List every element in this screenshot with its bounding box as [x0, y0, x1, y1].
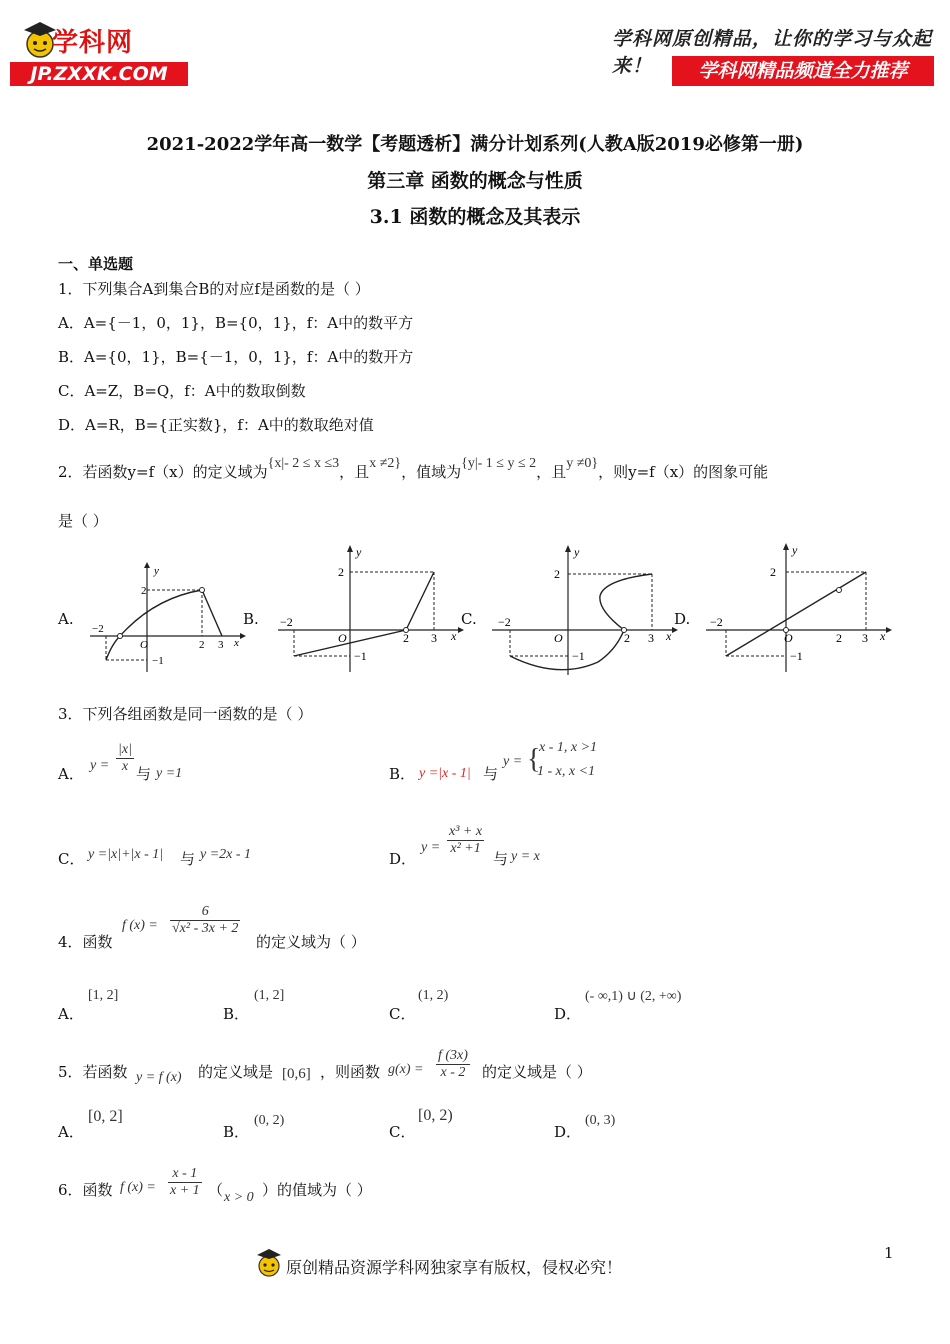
tick-neg1: −1 [152, 655, 164, 667]
q2-graph-b-label: B. [243, 610, 259, 628]
q1-option-b: B．A={0，1}，B={－1，0，1}，f：A中的数开方 [58, 348, 414, 366]
q6-num: x - 1 [168, 1166, 202, 1183]
q2-stem [58, 456, 769, 484]
q3-b-mid: 与 [483, 765, 499, 783]
axis-x: x [451, 629, 457, 643]
q6-text-1: 6．函数 [58, 1181, 113, 1199]
axis-y: y [154, 565, 159, 577]
q4-option-a-value: [1, 2] [88, 988, 119, 1003]
q2-text-1: 2．若函数y=f（x）的定义域为 [58, 463, 268, 481]
tick-neg2: −2 [280, 615, 293, 629]
q3-b-case1: x - 1, x >1 [539, 740, 598, 755]
q3-a-label: A． [58, 765, 84, 783]
q6-text-3: ）的值域为（ ） [262, 1181, 372, 1199]
axis-y: y [792, 543, 798, 557]
tick-x3: 3 [862, 631, 868, 645]
q5-text-3: ，则函数 [320, 1063, 381, 1081]
q3-a-fraction [116, 742, 134, 775]
q3-a-mid: 与 [136, 765, 152, 783]
q2-graph-c [488, 540, 678, 680]
q3-d-den: x² +1 [450, 841, 481, 856]
q2-text-3: ，值域为 [401, 463, 462, 481]
axis-x: x [234, 637, 239, 649]
q2-domain-exclude: x ≠2} [369, 456, 402, 471]
q1-option-d: D．A=R，B={正实数}，f：A中的数取绝对值 [58, 416, 374, 434]
q3-b-rhs: y = [503, 754, 523, 769]
q3-d-mid: 与 [493, 850, 509, 868]
q3-b-label: B． [389, 765, 416, 783]
page-number: 1 [884, 1244, 894, 1262]
tick-neg2: −2 [710, 615, 723, 629]
q2-graph-c-label: C. [461, 610, 477, 628]
q5-option-c-label: C． [389, 1123, 416, 1141]
q3-a-lhs: y = [90, 758, 110, 773]
q4-den: √x² - 3x + 2 [172, 921, 239, 936]
q5-option-a-value: [0, 2] [88, 1108, 123, 1125]
logo-url: JP.ZXXK.COM [10, 62, 188, 86]
q5-m3: g(x) = [388, 1062, 424, 1077]
q6-text-2: （ [208, 1181, 224, 1199]
q6-lhs: f (x) = [120, 1180, 156, 1195]
q3-d-num: x³ + x [449, 824, 483, 839]
tick-x3: 3 [431, 631, 437, 645]
q3-d-fraction [447, 824, 484, 857]
q3-c-rhs: y =2x - 1 [200, 847, 252, 862]
q5-option-a-label: A． [58, 1123, 84, 1141]
q3-a-rhs: y =1 [156, 766, 183, 781]
q3-b-lhs: y =|x - 1| [419, 766, 471, 781]
q4-text-2: 的定义域为（ ） [256, 933, 366, 951]
q1-option-c: C．A=Z，B=Q，f：A中的数取倒数 [58, 382, 306, 400]
q5-option-b-value: (0, 2) [254, 1113, 285, 1128]
q3-stem: 3．下列各组函数是同一函数的是（ ） [58, 705, 313, 723]
q3-b-case2: 1 - x, x <1 [537, 764, 596, 779]
tick-x2: 2 [624, 631, 630, 645]
q5-stem [58, 1046, 698, 1092]
tick-o: O [784, 631, 793, 645]
q4-option-a-label: A． [58, 1005, 84, 1023]
q3-c-mid: 与 [180, 850, 196, 868]
q5-option-b-label: B． [223, 1123, 250, 1141]
q3-d-lhs: y = [421, 840, 441, 855]
tick-2: 2 [770, 565, 776, 579]
tick-neg1: −1 [790, 649, 803, 663]
q4-option-b-value: (1, 2] [254, 988, 285, 1003]
q4-stem [58, 904, 418, 954]
q5-text-1: 5．若函数 [58, 1063, 128, 1081]
q4-option-b-label: B． [223, 1005, 250, 1023]
section-title: 3.1 函数的概念及其表示 [369, 206, 581, 228]
q2-graph-a [84, 560, 246, 675]
q6-den: x + 1 [170, 1183, 200, 1198]
tick-x2: 2 [403, 631, 409, 645]
section-heading: 一、单选题 [58, 255, 134, 273]
q3-a-den: x [121, 759, 129, 774]
q5-fraction [436, 1048, 470, 1081]
q3-d-rhs: y = x [511, 849, 540, 864]
q2-graph-d-label: D. [674, 610, 691, 628]
logo-text: 学科网 [52, 28, 134, 58]
q5-option-d-label: D． [554, 1123, 582, 1141]
q4-option-c-label: C． [389, 1005, 416, 1023]
q3-c-lhs: y =|x|+|x - 1| [88, 847, 164, 862]
chapter-title: 第三章 函数的概念与性质 [367, 170, 583, 192]
q6-fraction [168, 1166, 202, 1199]
q4-text-1: 4．函数 [58, 933, 113, 951]
tick-o: O [338, 631, 347, 645]
q2-stem-end: 是（ ） [58, 512, 108, 530]
axis-y: y [356, 545, 362, 559]
tick-2: 2 [338, 565, 344, 579]
q3-c-label: C． [58, 850, 85, 868]
tick-x2: 2 [836, 631, 842, 645]
q5-den: x - 2 [440, 1065, 466, 1080]
tick-2: 2 [554, 567, 560, 581]
tick-neg1: −1 [572, 649, 585, 663]
header-banner: 学科网精品频道全力推荐 [672, 56, 934, 86]
q4-option-c-value: (1, 2) [418, 988, 449, 1003]
q3-b-brace: { [527, 744, 541, 775]
q3-option-a [58, 740, 183, 790]
q2-range-math: {y|- 1 ≤ y ≤ 2 [461, 456, 537, 471]
tick-2: 2 [141, 585, 147, 597]
q3-d-label: D． [389, 850, 417, 868]
tick-o: O [140, 639, 148, 651]
q5-text-4: 的定义域是（ ） [482, 1063, 592, 1081]
tick-x3: 3 [218, 639, 224, 651]
header-slogan: 学科网原创精品，让你的学习与众起来！ [612, 28, 933, 77]
footer-mascot-icon [254, 1246, 284, 1282]
q5-text-2: 的定义域是 [198, 1063, 274, 1081]
q2-text-4: ，且 [536, 463, 567, 481]
q5-option-d-value: (0, 3) [585, 1113, 616, 1128]
q1-stem: 1．下列集合A到集合B的对应f是函数的是（ ） [58, 280, 370, 298]
q4-option-d-label: D． [554, 1005, 582, 1023]
tick-x3: 3 [648, 631, 654, 645]
q2-domain-math: {x|- 2 ≤ x ≤3 [267, 456, 340, 471]
tick-neg1: −1 [354, 649, 367, 663]
footer-copyright: 原创精品资源学科网独家享有版权，侵权必究！ [286, 1258, 623, 1277]
q3-option-d [389, 822, 540, 872]
q4-option-d-value: (- ∞,1) ∪ (2, +∞) [585, 989, 682, 1004]
q4-fraction [170, 904, 240, 937]
q1-option-a: A．A={－1，0，1}，B={0，1}，f：A中的数平方 [58, 314, 414, 332]
q3-option-b [389, 736, 598, 790]
q6-cond: x > 0 [224, 1190, 254, 1205]
q2-range-exclude: y ≠0} [566, 456, 599, 471]
q2-text-5: ，则y=f（x）的图象可能 [598, 463, 769, 481]
tick-neg2: −2 [498, 615, 511, 629]
tick-neg2: −2 [92, 623, 104, 635]
q5-m1: y = f (x) [136, 1070, 182, 1085]
q2-text-2: ，且 [339, 463, 370, 481]
q4-num: 6 [170, 904, 240, 921]
q3-option-c [58, 845, 252, 868]
q5-num: f (3x) [438, 1048, 468, 1063]
q6-stem [58, 1164, 478, 1210]
q2-graph-a-label: A. [58, 610, 74, 628]
q5-option-c-value: [0, 2) [418, 1107, 453, 1124]
axis-y: y [574, 545, 580, 559]
q4-lhs: f (x) = [122, 918, 158, 933]
q3-a-num: |x| [118, 742, 132, 757]
q5-m2: [0,6] [282, 1066, 311, 1082]
q2-graph-b [274, 540, 464, 675]
axis-x: x [666, 629, 672, 643]
doc-title: 2021-2022学年高一数学【考题透析】满分计划系列(人教A版2019必修第一册) [146, 134, 804, 155]
tick-x2: 2 [199, 639, 205, 651]
tick-o: O [554, 631, 563, 645]
axis-x: x [880, 629, 886, 643]
q2-graph-d [702, 540, 892, 675]
